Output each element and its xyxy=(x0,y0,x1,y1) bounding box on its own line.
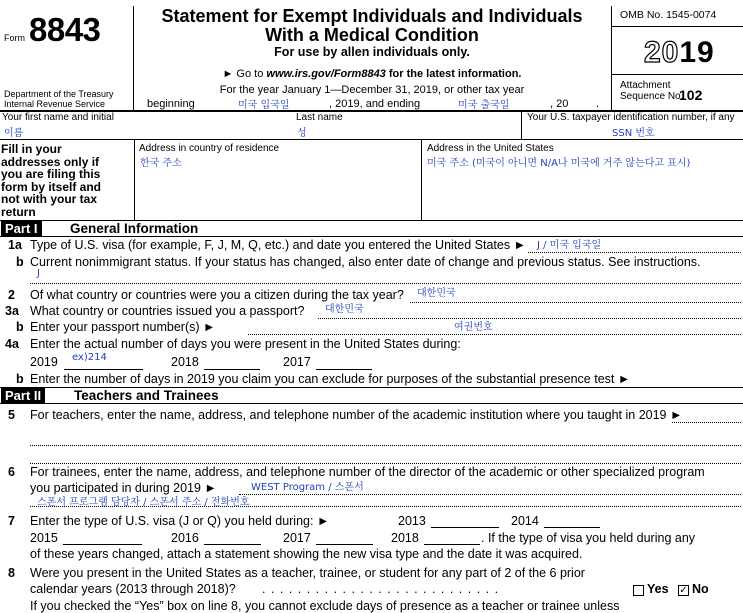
tax-year-big xyxy=(644,36,715,70)
last-name-label: Last name xyxy=(296,112,343,123)
ending-dot: . xyxy=(596,98,600,110)
line-7-text: Enter the type of U.S. visa (J or Q) you held during: ► xyxy=(30,514,330,528)
line-8-text3: If you checked the “Yes” box on line 8, you cannot exclude days of presence as a teacher or trainee unless xyxy=(30,599,620,613)
line-1b-num: b xyxy=(16,255,24,269)
line-5-num: 5 xyxy=(8,408,15,422)
line-5-text: For teachers, enter the name, address, and telephone number of the academic institution where you taught in 2019 ► xyxy=(30,408,683,422)
part1-tag: Part I xyxy=(1,221,42,236)
line-3b-value[interactable]: 여권번호 xyxy=(454,322,493,333)
line-6-text2: you participated in during 2019 ► xyxy=(30,481,217,495)
ending-value[interactable]: 미국 출국일 xyxy=(458,100,510,111)
goto-prefix: ► Go to xyxy=(222,68,267,80)
instr-line: you are filing this xyxy=(1,167,101,181)
title-line2: With a Medical Condition xyxy=(265,25,479,45)
year-2017-label: 2017 xyxy=(283,355,311,369)
line-2-text: Of what country or countries were you a citizen during the tax year? xyxy=(30,288,404,302)
line-8-dots: . . . . . . . . . . . . . . . . . . . . . . . . . . . xyxy=(262,582,500,596)
instr-line: form by itself and xyxy=(1,179,102,194)
line-7-tail: . If the type of visa you held during any xyxy=(481,531,696,545)
attachment-label: Attachment xyxy=(620,80,671,91)
part2-title: Teachers and Trainees xyxy=(74,388,219,403)
year-2013-label: 2013 xyxy=(398,514,426,528)
goto-url[interactable]: www.irs.gov/Form8843 xyxy=(266,68,386,80)
line-7-text2: of these years changed, attach a statement showing the new visa type and the date it was acquired. xyxy=(30,547,583,561)
title-line1: Statement for Exempt Individuals and Individuals xyxy=(161,6,583,26)
residence-value[interactable]: 한국 주소 xyxy=(140,158,182,169)
form-number: 8843 xyxy=(29,11,101,48)
ending-label: , 2019, and ending xyxy=(329,98,421,110)
line-2-value[interactable]: 대한민국 xyxy=(417,288,456,299)
beginning-value[interactable]: 미국 입국일 xyxy=(238,100,290,111)
year-2018-visa-label: 2018 xyxy=(391,531,419,545)
first-name-label: Your first name and initial xyxy=(2,112,114,123)
year-2017-visa-label: 2017 xyxy=(283,531,311,545)
tax-year-suffix: 19 xyxy=(679,36,715,69)
sequence-number: 102 xyxy=(679,87,703,103)
line-1a-value[interactable]: J / 미국 입국일 xyxy=(537,240,602,251)
line-1a-text: Type of U.S. visa (for example, F, J, M, Q, etc.) and date you entered the United States ► xyxy=(30,238,526,252)
sequence-label: Sequence No. xyxy=(620,91,684,102)
dept-line1: Department of the Treasury xyxy=(4,89,114,99)
year-2016-label: 2016 xyxy=(171,531,199,545)
us-address-label: Address in the United States xyxy=(427,143,554,154)
no-checkbox[interactable]: ✓ xyxy=(679,585,688,596)
line-8-text2: calendar years (2013 through 2018)? xyxy=(30,582,236,596)
part1-title: General Information xyxy=(70,221,199,236)
subtitle: For use by allen individuals only. xyxy=(274,45,470,59)
line-8-num: 8 xyxy=(8,566,15,580)
tin-value[interactable]: SSN 번호 xyxy=(612,128,655,139)
line-1b-value[interactable]: J xyxy=(37,268,40,279)
instr-line: addresses only if xyxy=(1,154,100,169)
tax-year-line: For the year January 1—December 31, 2019, or other tax year xyxy=(219,84,525,96)
line-3b-text: Enter your passport number(s) ► xyxy=(30,320,216,334)
line-6-num: 6 xyxy=(8,465,15,479)
line-2-num: 2 xyxy=(8,288,15,302)
line-4b-num: b xyxy=(16,372,24,386)
yes-checkbox[interactable] xyxy=(633,585,644,596)
line-6-text1: For trainees, enter the name, address, and telephone number of the director of the academic or other specialized program xyxy=(30,465,705,479)
line-7-num: 7 xyxy=(8,514,15,528)
no-label: No xyxy=(692,582,709,596)
first-name-value[interactable]: 이름 xyxy=(4,128,24,139)
line-4a-text: Enter the actual number of days you were present in the United States during: xyxy=(30,337,461,351)
last-name-value[interactable]: 성 xyxy=(297,128,307,139)
us-address-value[interactable]: 미국 주소 (미국이 아니면 N/A나 미국에 거주 않는다고 표시) xyxy=(427,158,691,169)
year-2018-label: 2018 xyxy=(171,355,199,369)
line-4a-num: 4a xyxy=(5,337,19,351)
instr-line: Fill in your xyxy=(1,142,62,156)
line-3a-text: What country or countries issued you a passport? xyxy=(30,304,305,318)
line-1b-text: Current nonimmigrant status. If your status has changed, also enter date of change and previous status. See instructions. xyxy=(30,255,701,269)
dept-line2: Internal Revenue Service xyxy=(4,99,106,109)
yes-label: Yes xyxy=(647,582,669,596)
goto-suffix: for the latest information. xyxy=(385,68,522,80)
address-instructions xyxy=(1,143,131,218)
beginning-label: beginning xyxy=(147,98,195,110)
line-6-value2[interactable]: 스폰서 프로그램 담당자 / 스폰서 주소 / 전화번호 xyxy=(37,497,250,508)
omb-number: OMB No. 1545-0074 xyxy=(620,9,717,21)
line-6-value1[interactable]: WEST Program / 스폰서 xyxy=(251,482,364,493)
form-word: Form xyxy=(4,33,25,43)
ending-year: , 20 xyxy=(550,98,569,110)
tin-label: Your U.S. taxpayer identification number, if any xyxy=(527,112,735,123)
line-3a-num: 3a xyxy=(5,304,19,318)
tax-year-prefix: 20 xyxy=(644,36,680,69)
days-2019-value[interactable]: ex)214 xyxy=(72,352,107,363)
residence-label: Address in country of residence xyxy=(139,143,280,154)
line-8-text1: Were you present in the United States as a teacher, trainee, or student for any part of 2 of the 6 prior xyxy=(30,566,585,580)
line-1a-num: 1a xyxy=(8,238,22,252)
goto-line xyxy=(133,68,611,80)
part2-tag: Part II xyxy=(1,388,45,403)
instr-line: not with your tax xyxy=(1,192,97,206)
line-3a-value[interactable]: 대한민국 xyxy=(325,304,364,315)
instr-line: return xyxy=(1,204,36,219)
year-2014-label: 2014 xyxy=(511,514,539,528)
line-3b-num: b xyxy=(16,320,24,334)
line-4b-text: Enter the number of days in 2019 you claim you can exclude for purposes of the substantial presence test ► xyxy=(30,372,631,386)
year-2019-label: 2019 xyxy=(30,355,58,369)
year-2015-label: 2015 xyxy=(30,531,58,545)
